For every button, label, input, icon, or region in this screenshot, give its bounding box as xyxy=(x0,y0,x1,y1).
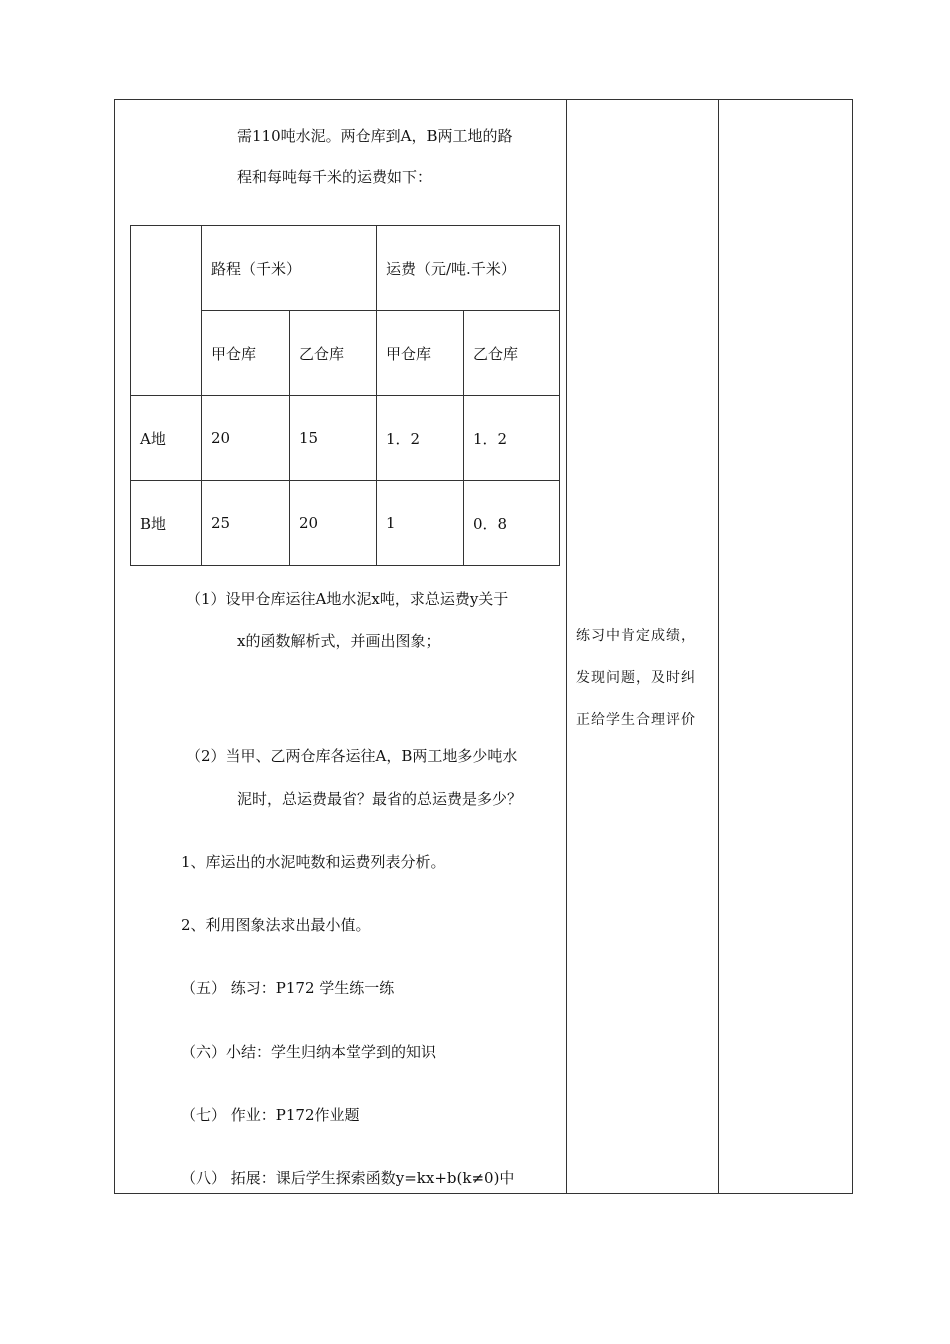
row-label: A地 xyxy=(131,396,202,481)
step-1: 1、库运出的水泥吨数和运费列表分析。 xyxy=(181,853,446,871)
intro-line-1: 需110吨水泥。两仓库到A，B两工地的路 xyxy=(237,127,513,145)
section-extension: （八） 拓展：课后学生探索函数y=kx+b(k≠0)中 xyxy=(181,1169,515,1187)
table-cell: 1．2 xyxy=(464,396,560,481)
sub-header: 甲仓库 xyxy=(202,311,290,396)
intro-line-2: 程和每吨每千米的运费如下： xyxy=(237,168,433,186)
question-2-line-2: 泥时，总运费最省？最省的总运费是多少？ xyxy=(237,790,523,808)
sub-header: 甲仓库 xyxy=(377,311,464,396)
table-cell: 1．2 xyxy=(377,396,464,481)
column-divider-2 xyxy=(718,100,719,1193)
table-cell: 20 xyxy=(202,396,290,481)
section-practice: （五） 练习：P172 学生练一练 xyxy=(181,979,395,997)
question-1-line-1: （1）设甲仓库运往A地水泥x吨，求总运费y关于 xyxy=(186,590,509,608)
table-cell: 15 xyxy=(290,396,377,481)
sub-header: 乙仓库 xyxy=(464,311,560,396)
step-2: 2、利用图象法求出最小值。 xyxy=(181,916,371,934)
row-label: B地 xyxy=(131,481,202,566)
distance-cost-table xyxy=(130,225,560,566)
corner-cell xyxy=(131,226,202,396)
side-note-line-2: 发现问题，及时纠 xyxy=(576,670,696,686)
side-note-line-3: 正给学生合理评价 xyxy=(576,712,696,728)
column-divider-1 xyxy=(566,100,567,1193)
section-homework: （七） 作业：P172作业题 xyxy=(181,1106,360,1124)
table-cell: 25 xyxy=(202,481,290,566)
sub-header: 乙仓库 xyxy=(290,311,377,396)
question-1-line-2: x的函数解析式，并画出图象； xyxy=(237,632,441,650)
side-note-line-1: 练习中肯定成绩， xyxy=(576,628,696,644)
table-cell: 0．8 xyxy=(464,481,560,566)
table-row xyxy=(131,396,560,481)
section-summary: （六）小结：学生归纳本堂学到的知识 xyxy=(181,1043,437,1061)
distance-header: 路程（千米） xyxy=(202,226,377,311)
table-cell: 1 xyxy=(377,481,464,566)
cost-header: 运费（元/吨.千米） xyxy=(377,226,560,311)
table-cell: 20 xyxy=(290,481,377,566)
question-2-line-1: （2）当甲、乙两仓库各运往A，B两工地多少吨水 xyxy=(186,747,518,765)
table-row xyxy=(131,481,560,566)
